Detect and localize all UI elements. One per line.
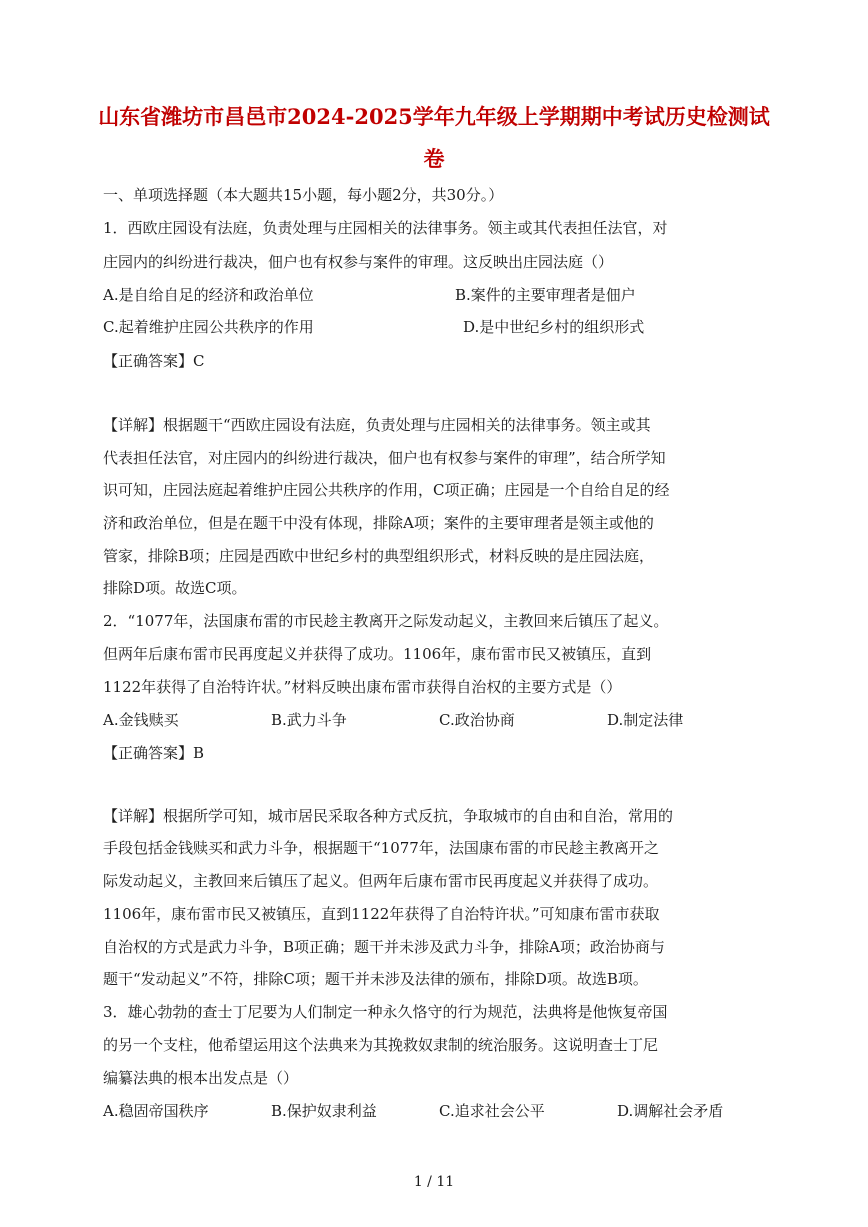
q1-explanation-line-4: 济和政治单位，但是在题干中没有体现，排除A项；案件的主要审理者是领主或他的 — [103, 514, 654, 532]
q1-option-d: D.是中世纪乡村的组织形式 — [463, 318, 645, 336]
q2-option-b: B.武力斗争 — [271, 711, 347, 729]
q2-explanation-line-5: 自治权的方式是武力斗争，B项正确；题干并未涉及武力斗争，排除A项；政治协商与 — [103, 938, 665, 956]
q3-stem-line-3: 编纂法典的根本出发点是（） — [103, 1069, 299, 1087]
q3-option-b: B.保护奴隶利益 — [271, 1102, 377, 1120]
q2-option-a: A.金钱赎买 — [103, 711, 179, 729]
q1-option-c: C.起着维护庄园公共秩序的作用 — [103, 318, 314, 336]
q3-option-a: A.稳固帝国秩序 — [103, 1102, 209, 1120]
q2-explanation-line-3: 际发动起义，主教回来后镇压了起义。但两年后康布雷市民再度起义并获得了成功。 — [103, 872, 659, 890]
q1-explanation-line-1: 【详解】根据题干“西欧庄园设有法庭，负责处理与庄园相关的法律事务。领主或其 — [103, 416, 651, 434]
q1-explanation-line-5: 管家，排除B项；庄园是西欧中世纪乡村的典型组织形式，材料反映的是庄园法庭， — [103, 547, 655, 565]
q2-option-d: D.制定法律 — [607, 711, 684, 729]
q1-explanation-line-6: 排除D项。故选C项。 — [103, 579, 247, 597]
document-title-line-2: 卷 — [423, 146, 445, 171]
q1-explanation-line-3: 识可知，庄园法庭起着维护庄园公共秩序的作用，C项正确；庄园是一个自给自足的经 — [103, 481, 670, 499]
q3-option-d: D.调解社会矛盾 — [617, 1102, 724, 1120]
q1-stem-line-2: 庄园内的纠纷进行裁决，佃户也有权参与案件的审理。这反映出庄园法庭（） — [103, 253, 614, 271]
q2-explanation-line-1: 【详解】根据所学可知，城市居民采取各种方式反抗，争取城市的自由和自治，常用的 — [103, 807, 674, 825]
q1-answer: 【正确答案】C — [103, 352, 205, 370]
q1-option-a: A.是自给自足的经济和政治单位 — [103, 286, 314, 304]
q1-explanation-line-2: 代表担任法官，对庄园内的纠纷进行裁决，佃户也有权参与案件的审理”，结合所学知 — [103, 449, 666, 467]
q2-stem-line-1: 2．“1077年，法国康布雷的市民趁主教离开之际发动起义，主教回来后镇压了起义。 — [103, 612, 669, 630]
q1-stem-line-1: 1．西欧庄园设有法庭，负责处理与庄园相关的法律事务。领主或其代表担任法官，对 — [103, 219, 668, 237]
q2-explanation-line-4: 1106年，康布雷市民又被镇压，直到1122年获得了自治特许状。”可知康布雷市获取 — [103, 905, 660, 923]
q1-option-b: B.案件的主要审理者是佃户 — [455, 286, 636, 304]
q3-option-c: C.追求社会公平 — [439, 1102, 545, 1120]
q2-explanation-line-6: 题干“发动起义”不符，排除C项；题干并未涉及法律的颁布，排除D项。故选B项。 — [103, 970, 648, 988]
q2-explanation-line-2: 手段包括金钱赎买和武力斗争，根据题干“1077年，法国康布雷的市民趁主教离开之 — [103, 839, 659, 857]
q2-stem-line-2: 但两年后康布雷市民再度起义并获得了成功。1106年，康布雷市民又被镇压，直到 — [103, 645, 652, 663]
q3-stem-line-1: 3．雄心勃勃的查士丁尼要为人们制定一种永久恪守的行为规范，法典将是他恢复帝国 — [103, 1003, 668, 1021]
section-heading: 一、单项选择题（本大题共15小题，每小题2分，共30分。） — [103, 186, 504, 204]
document-title-line-1: 山东省潍坊市昌邑市2024-2025学年九年级上学期期中考试历史检测试 — [98, 104, 770, 129]
q2-stem-line-3: 1122年获得了自治特许状。”材料反映出康布雷市获得自治权的主要方式是（） — [103, 678, 622, 696]
q2-answer: 【正确答案】B — [103, 744, 205, 762]
q2-option-c: C.政治协商 — [439, 711, 515, 729]
q3-stem-line-2: 的另一个支柱，他希望运用这个法典来为其挽救奴隶制的统治服务。这说明查士丁尼 — [103, 1036, 659, 1054]
page-number: 1 / 11 — [413, 1174, 455, 1190]
